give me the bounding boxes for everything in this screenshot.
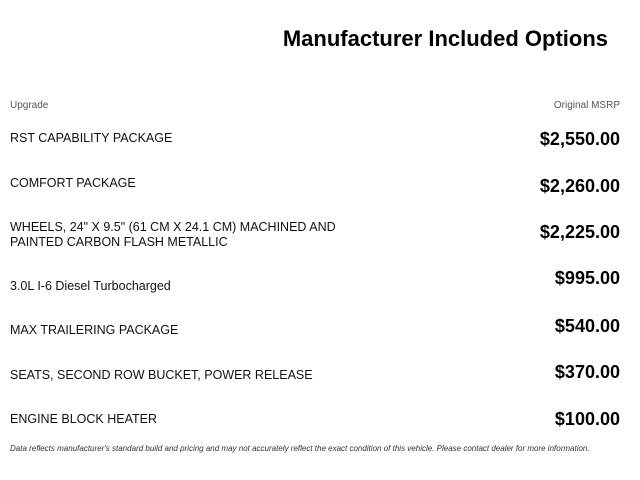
page-title: Manufacturer Included Options — [282, 26, 608, 51]
option-name: SEATS, SECOND ROW BUCKET, POWER RELEASE — [10, 368, 313, 382]
option-name: COMFORT PACKAGE — [10, 176, 136, 190]
disclaimer-text: Data reflects manufacturer's standard build and pricing and may not accurately reflect the exact condition of this vehicle. Please contact dealer for more information. — [10, 444, 590, 453]
option-price: $370.00 — [554, 362, 620, 382]
option-name: WHEELS, 24" X 9.5" (61 CM X 24.1 CM) MACHINED AND PAINTED CARBON FLASH METALLIC — [10, 220, 336, 249]
option-name: ENGINE BLOCK HEATER — [10, 412, 158, 426]
option-name: 3.0L I-6 Diesel Turbocharged — [10, 279, 171, 293]
column-header-upgrade: Upgrade — [10, 100, 49, 111]
option-name: RST CAPABILITY PACKAGE — [10, 131, 173, 145]
option-price: $2,550.00 — [539, 129, 620, 149]
option-name: MAX TRAILERING PACKAGE — [10, 323, 179, 337]
option-price: $2,225.00 — [539, 222, 620, 242]
column-header-msrp: Original MSRP — [553, 100, 620, 111]
option-price: $100.00 — [554, 409, 620, 429]
option-price: $2,260.00 — [539, 176, 620, 196]
option-price: $540.00 — [554, 316, 620, 336]
option-price: $995.00 — [554, 268, 620, 288]
